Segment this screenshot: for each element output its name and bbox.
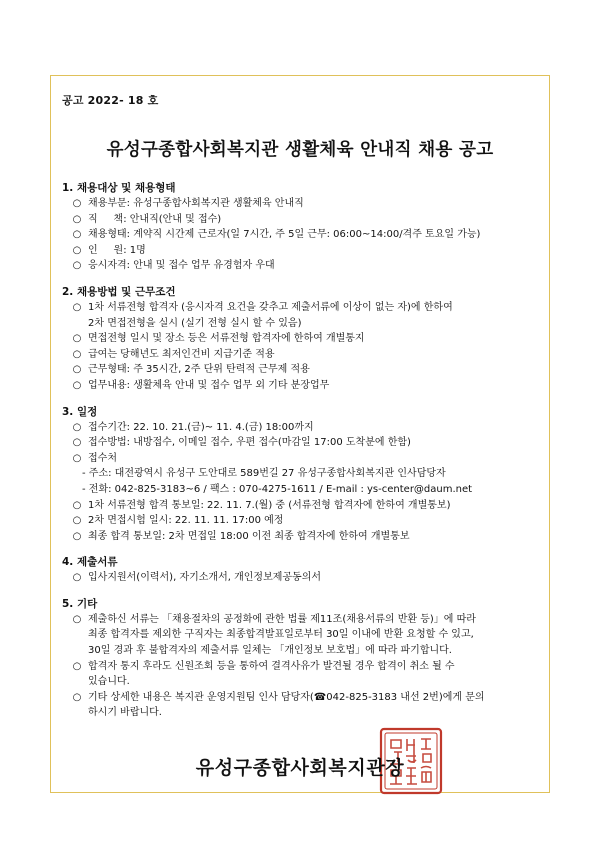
bullet-icon: ○	[72, 379, 82, 391]
list-item: ○ 입사지원서(이력서), 자기소개서, 개인정보제공동의서	[62, 570, 542, 586]
contact-line: - 전화: 042-825-3183~6 / 팩스 : 070-4275-1611 / E-mail : ys-center@daum.net	[82, 483, 473, 495]
list-item: ○ 2차 면접시험 일시: 22. 11. 11. 17:00 예정	[62, 513, 542, 529]
list-item: ○ 제출하신 서류는 「채용절차의 공정화에 관한 법률 제11조(채용서류의 반환 등)」에 따라	[62, 612, 542, 628]
bullet-icon: ○	[72, 437, 82, 449]
list-item: ○ 합격자 통지 후라도 신원조회 등을 통하여 결격사유가 발견될 경우 합격이 취소 될 수	[62, 659, 542, 675]
address-line: - 주소: 대전광역시 유성구 도안대로 589번길 27 유성구종합사회복지관 인사담당자	[82, 468, 446, 480]
list-item: ○ 급여는 당해년도 최저인건비 지급기준 적용	[62, 347, 542, 363]
bullet-icon: ○	[72, 244, 82, 256]
section-schedule	[62, 404, 542, 545]
section-documents	[62, 554, 542, 586]
bullet-icon: ○	[72, 213, 82, 225]
section-heading: 1. 채용대상 및 채용형태	[62, 182, 176, 194]
notice-number: 공고 2022- 18 호	[62, 94, 159, 107]
list-item: ○ 직 책: 안내직(안내 및 접수)	[62, 212, 542, 228]
bullet-icon: ○	[72, 691, 82, 703]
list-item: ○ 기타 상세한 내용은 복지관 운영지원팀 인사 담당자(☎042-825-3183 내선 2번)에게 문의	[62, 690, 542, 706]
bullet-icon: ○	[72, 613, 82, 625]
section-heading: 4. 제출서류	[62, 556, 118, 569]
list-item: ○ 면접전형 일시 및 장소 등은 서류전형 합격자에 한하여 개별통지	[62, 331, 542, 347]
bullet-icon: ○	[72, 301, 82, 313]
list-item: ○ 채용부문: 유성구종합사회복지관 생활체육 안내직	[62, 196, 542, 212]
bullet-icon: ○	[72, 452, 82, 464]
document-body	[62, 180, 542, 721]
list-item: ○ 1차 서류전형 합격자 (응시자격 요건을 갖추고 제출서류에 이상이 없는 자)에 한하여	[62, 300, 542, 316]
bullet-icon: ○	[72, 572, 82, 584]
list-item-continuation: 있습니다.	[88, 676, 130, 688]
section-heading: 3. 일정	[62, 405, 98, 418]
bullet-icon: ○	[72, 530, 82, 542]
list-item: ○ 채용형태: 계약직 시간제 근로자(일 7시간, 주 5일 근무: 06:00~14:00/격주 토요일 가능)	[62, 227, 542, 243]
bullet-icon: ○	[72, 421, 82, 433]
list-item-continuation: 최종 합격자를 제외한 구직자는 최종합격발표일로부터 30일 이내에 반환 요청할 수 있고,	[88, 629, 474, 641]
section-recruitment-method	[62, 284, 542, 394]
list-item: ○ 업무내용: 생활체육 안내 및 접수 업무 외 기타 분장업무	[62, 378, 542, 394]
bullet-icon: ○	[72, 515, 82, 527]
list-item-continuation: 2차 면접전형을 실시 (실기 전형 실시 할 수 있음)	[88, 317, 302, 329]
bullet-icon: ○	[72, 198, 82, 209]
list-item: ○ 응시자격: 안내 및 접수 업무 유경험자 우대	[62, 258, 542, 274]
page-title: 유성구종합사회복지관 생활체육 안내직 채용 공고	[106, 140, 494, 160]
bullet-icon: ○	[72, 333, 82, 345]
list-item: ○ 인 원: 1명	[62, 243, 542, 259]
bullet-icon: ○	[72, 348, 82, 360]
list-item: ○ 접수처	[62, 451, 542, 467]
section-heading: 5. 기타	[62, 597, 98, 610]
bullet-icon: ○	[72, 499, 82, 511]
list-item: ○ 1차 서류전형 합격 통보일: 22. 11. 7.(월) 중 (서류전형 합격자에 한하여 개별통보)	[62, 498, 542, 514]
section-other	[62, 596, 542, 721]
bullet-icon: ○	[72, 364, 82, 376]
list-item-continuation: 30일 경과 후 불합격자의 제출서류 일체는 「개인정보 보호법」에 따라 파기합니다.	[88, 645, 452, 657]
section-recruitment-target	[62, 180, 542, 274]
list-item: ○ 최종 합격 통보일: 2차 면접일 18:00 이전 최종 합격자에 한하여 개별통보	[62, 529, 542, 545]
bullet-icon: ○	[72, 229, 82, 241]
list-item: ○ 접수방법: 내방접수, 이메일 접수, 우편 접수(마감일 17:00 도착분에 한함)	[62, 435, 542, 451]
bullet-icon: ○	[72, 660, 82, 672]
bullet-icon: ○	[72, 260, 82, 272]
list-item: ○ 근무형태: 주 35시간, 2주 단위 탄력적 근무제 적용	[62, 362, 542, 378]
list-item-continuation: 하시기 바랍니다.	[88, 707, 162, 719]
section-heading: 2. 채용방법 및 근무조건	[62, 285, 176, 298]
organization-name: 유성구종합사회복지관장	[195, 757, 405, 779]
list-item: ○ 접수기간: 22. 10. 21.(금)~ 11. 4.(금) 18:00까지	[62, 420, 542, 436]
